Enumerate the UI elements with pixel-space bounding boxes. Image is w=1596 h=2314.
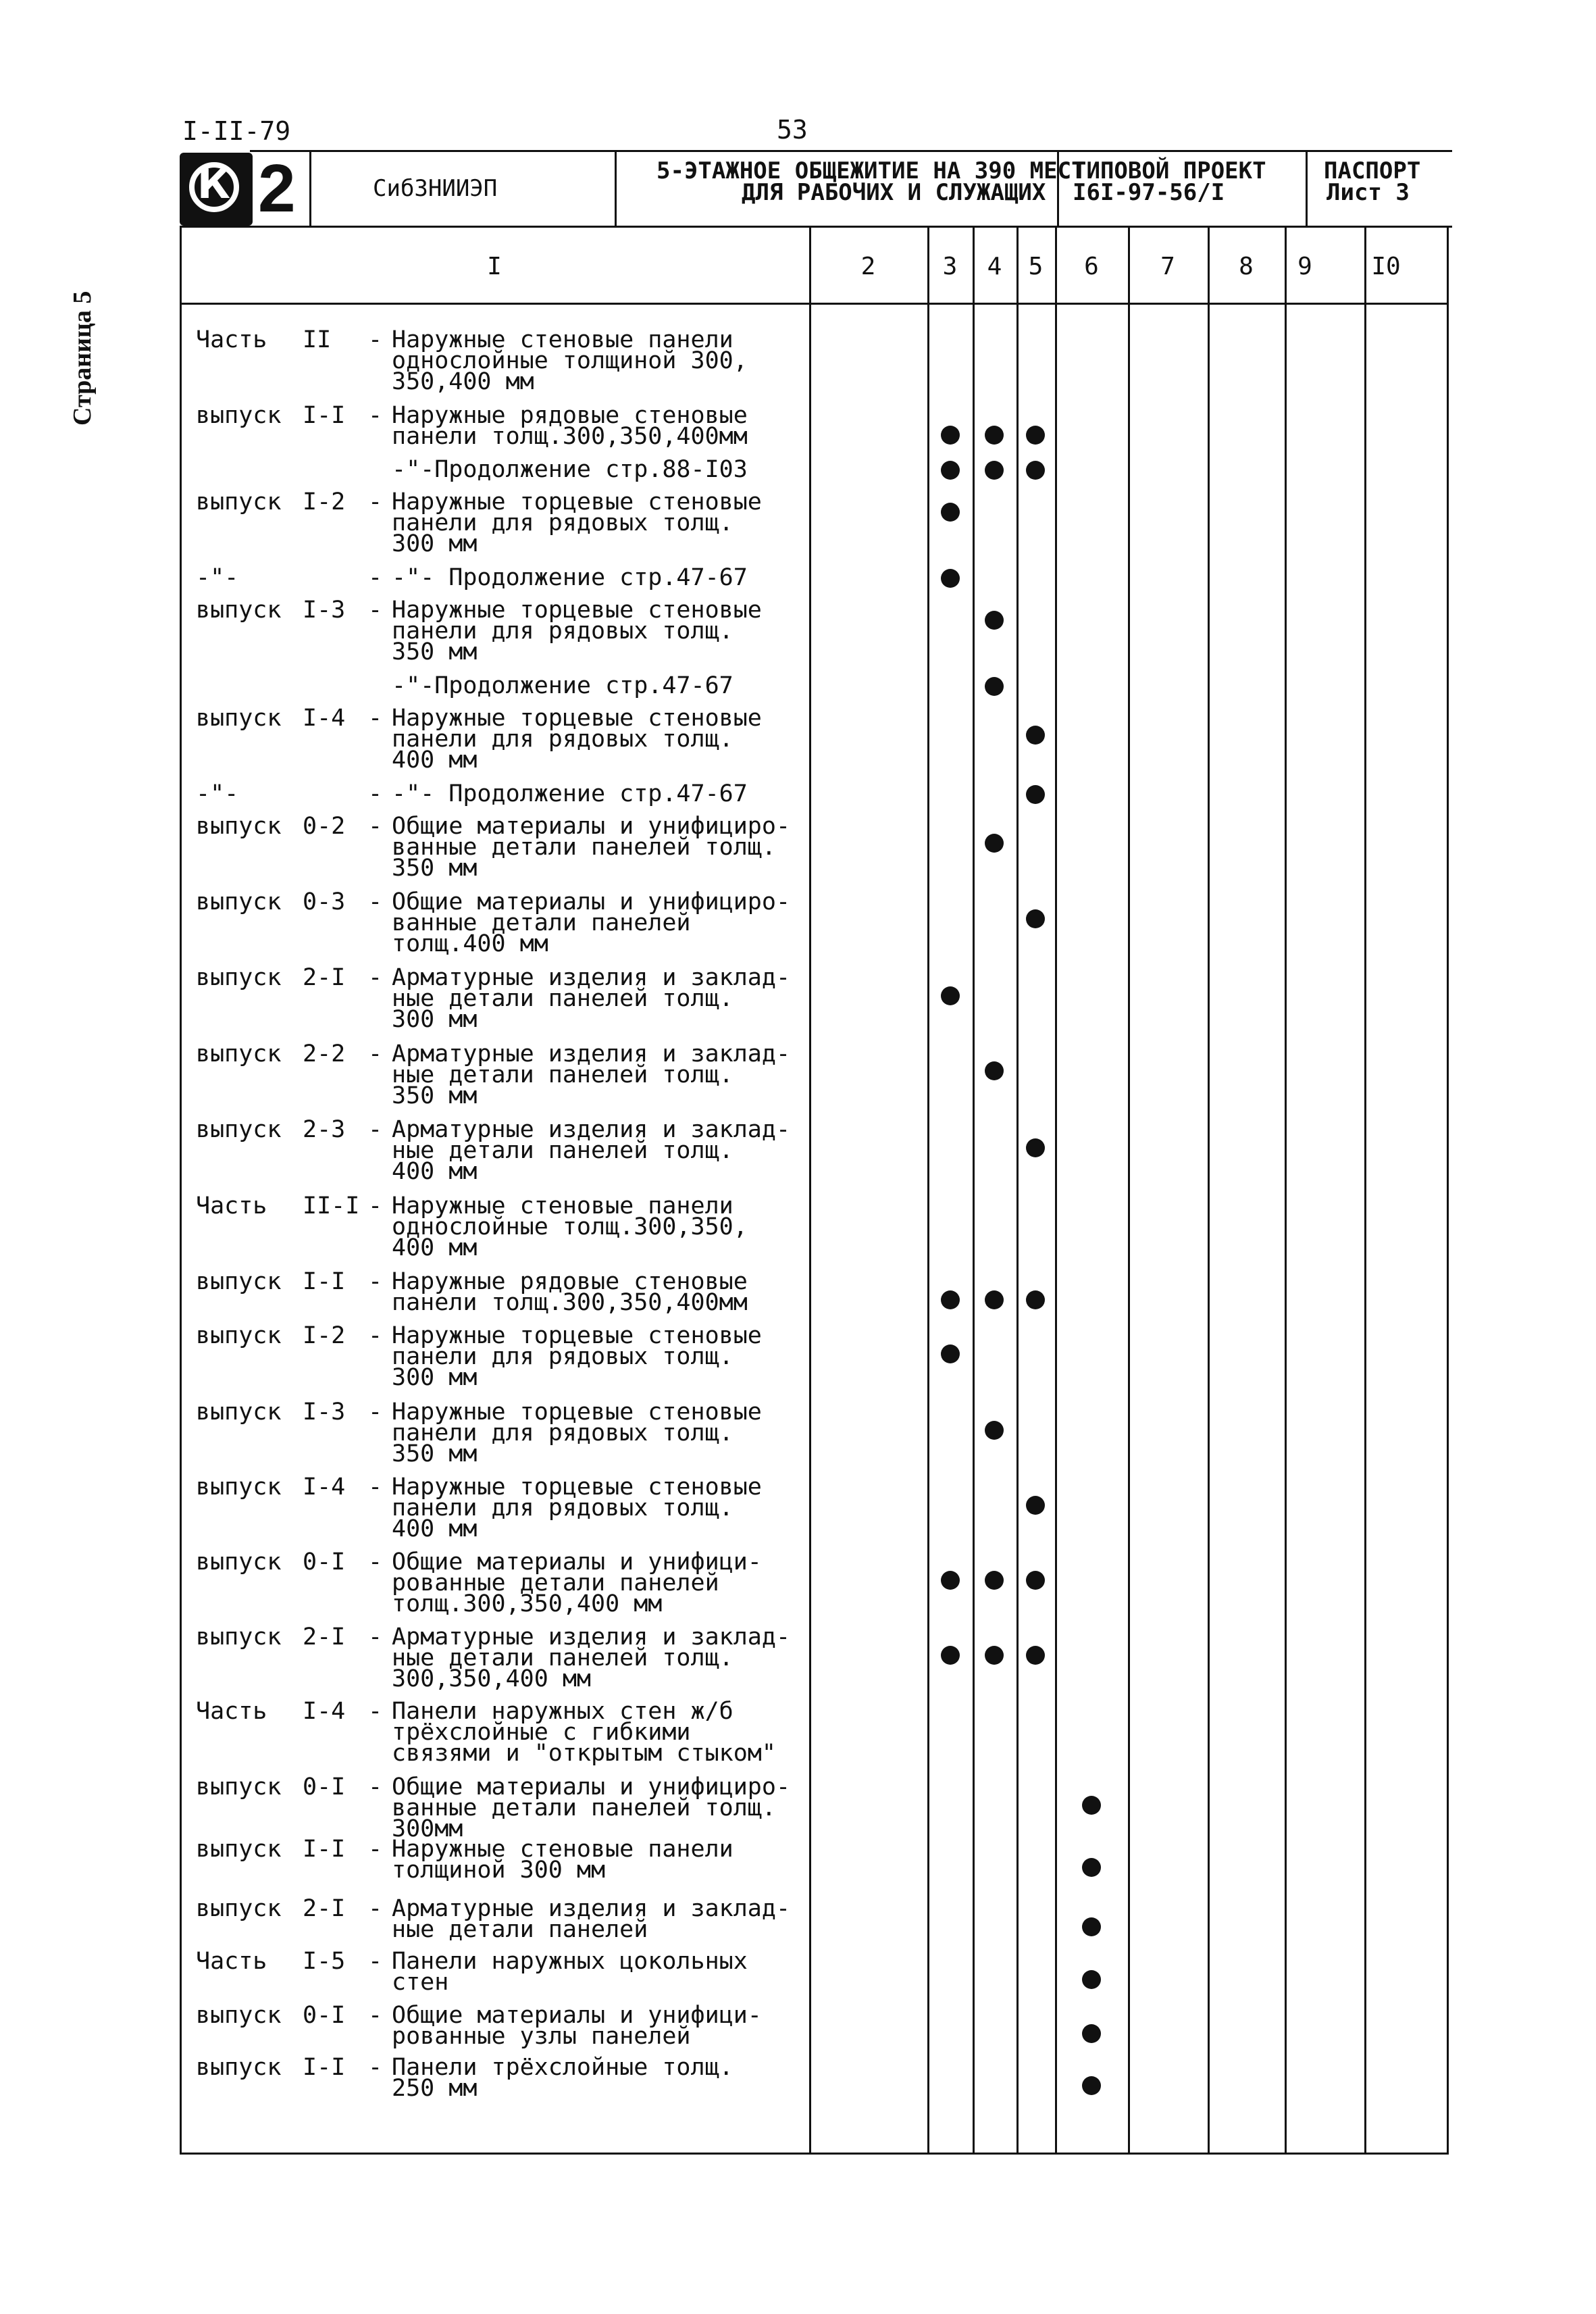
row-description: Наружные торцевые стеновые панели для рядовых толщ. 400 мм — [392, 1474, 762, 1542]
page-number: 53 — [777, 115, 808, 145]
row-description: -"-Продолжение стр.88-I03 — [392, 456, 748, 483]
mark-dot-col-5 — [1026, 785, 1045, 804]
mark-dot-col-4 — [985, 1290, 1004, 1309]
mark-dot-col-3 — [941, 461, 960, 480]
project-number: I6I-97-56/I — [1073, 179, 1225, 206]
row-description: Арматурные изделия и заклад- ные детали панелей толщ. 300,350,400 мм — [392, 1624, 791, 1692]
row-number: 2-3 — [303, 1116, 346, 1143]
row-dash: - — [368, 488, 383, 515]
mark-dot-col-4 — [985, 461, 1004, 480]
mark-dot-col-3 — [941, 986, 960, 1005]
row-number: II — [303, 326, 332, 353]
mark-dot-col-5 — [1026, 1290, 1045, 1309]
mark-dot-col-6 — [1082, 1970, 1101, 1989]
mark-dot-col-5 — [1026, 726, 1045, 745]
row-number: 0-I — [303, 1774, 346, 1801]
row-description: -"-Продолжение стр.47-67 — [392, 672, 733, 699]
row-kind: выпуск — [196, 1836, 282, 1863]
mark-dot-col-5 — [1026, 461, 1045, 480]
row-dash: - — [368, 1474, 383, 1501]
row-kind: выпуск — [196, 813, 282, 840]
row-number: I-2 — [303, 488, 346, 515]
row-description: -"- Продолжение стр.47-67 — [392, 780, 748, 807]
mark-dot-col-6 — [1082, 2076, 1101, 2095]
row-dash: - — [368, 1040, 383, 1067]
row-kind: Часть — [196, 1698, 267, 1725]
logo-number: 2 — [258, 151, 296, 226]
mark-dot-col-4 — [985, 611, 1004, 630]
row-kind: выпуск — [196, 1040, 282, 1067]
row-kind: выпуск — [196, 1116, 282, 1143]
row-description: -"- Продолжение стр.47-67 — [392, 564, 748, 591]
row-dash: - — [368, 705, 383, 732]
row-kind: Часть — [196, 326, 267, 353]
row-dash: - — [368, 402, 383, 429]
row-dash: - — [368, 1322, 383, 1349]
row-description: Общие материалы и унифициро- ванные детали панелей толщ. 350 мм — [392, 813, 791, 882]
row-kind: выпуск — [196, 1774, 282, 1801]
object-title-line2: ДЛЯ РАБОЧИХ И СЛУЖАЩИХ — [742, 179, 1046, 206]
row-dash: - — [368, 1116, 383, 1143]
organization-name: СибЗНИИЭП — [373, 175, 498, 202]
row-number: 2-I — [303, 1624, 346, 1651]
mark-dot-col-3 — [941, 1646, 960, 1665]
row-dash: - — [368, 2054, 383, 2081]
row-number: I-I — [303, 1268, 346, 1295]
row-description: Наружные торцевые стеновые панели для рядовых толщ. 350 мм — [392, 597, 762, 665]
mark-dot-col-5 — [1026, 909, 1045, 928]
row-description: Панели наружных стен ж/б трёхслойные с гибкими связями и "открытым стыком" — [392, 1698, 776, 1767]
row-dash: - — [368, 1268, 383, 1295]
row-kind: выпуск — [196, 1399, 282, 1426]
row-kind: выпуск — [196, 1474, 282, 1501]
row-description: Наружные рядовые стеновые панели толщ.300,350,400мм — [392, 402, 748, 450]
col-header-8: 8 — [1239, 253, 1254, 280]
row-description: Наружные стеновые панели однослойные толщиной 300, 350,400 мм — [392, 326, 748, 395]
row-kind: выпуск — [196, 888, 282, 915]
row-description: Панели наружных цокольных стен — [392, 1948, 748, 1996]
series-code: I-II-79 — [182, 116, 291, 146]
row-kind: -"- — [196, 780, 239, 807]
row-dash: - — [368, 1399, 383, 1426]
row-number: 2-I — [303, 1895, 346, 1922]
row-kind: выпуск — [196, 597, 282, 624]
row-dash: - — [368, 1895, 383, 1922]
row-description: Наружные стеновые панели однослойные толщ.300,350, 400 мм — [392, 1192, 748, 1261]
row-dash: - — [368, 1948, 383, 1975]
row-description: Наружные торцевые стеновые панели для рядовых толщ. 300 мм — [392, 1322, 762, 1391]
row-description: Наружные торцевые стеновые панели для рядовых толщ. 350 мм — [392, 1399, 762, 1467]
row-description: Общие материалы и унифици- рованные детали панелей толщ.300,350,400 мм — [392, 1549, 762, 1617]
logo-icon: К — [180, 153, 253, 226]
row-kind: Часть — [196, 1192, 267, 1219]
mark-dot-col-4 — [985, 677, 1004, 696]
row-number: I-2 — [303, 1322, 346, 1349]
row-kind: выпуск — [196, 1895, 282, 1922]
mark-dot-col-4 — [985, 1061, 1004, 1080]
row-dash: - — [368, 1774, 383, 1801]
mark-dot-col-3 — [941, 503, 960, 522]
mark-dot-col-5 — [1026, 426, 1045, 445]
row-description: Общие материалы и унифици- рованные узлы панелей — [392, 2002, 762, 2050]
mark-dot-col-6 — [1082, 1917, 1101, 1936]
row-dash: - — [368, 1549, 383, 1576]
col-header-4: 4 — [987, 253, 1002, 280]
mark-dot-col-6 — [1082, 2024, 1101, 2043]
row-description: Наружные торцевые стеновые панели для рядовых толщ. 300 мм — [392, 488, 762, 557]
mark-dot-col-5 — [1026, 1646, 1045, 1665]
row-kind: выпуск — [196, 1549, 282, 1576]
mark-dot-col-5 — [1026, 1496, 1045, 1515]
row-kind: -"- — [196, 564, 239, 591]
row-number: 2-2 — [303, 1040, 346, 1067]
row-number: I-4 — [303, 1698, 346, 1725]
row-description: Наружные рядовые стеновые панели толщ.300,350,400мм — [392, 1268, 748, 1316]
col-header-5: 5 — [1028, 253, 1044, 280]
col-header-2: 2 — [860, 253, 876, 280]
row-dash: - — [368, 780, 383, 807]
row-kind: выпуск — [196, 1624, 282, 1651]
mark-dot-col-3 — [941, 1290, 960, 1309]
row-dash: - — [368, 1836, 383, 1863]
row-number: I-4 — [303, 705, 346, 732]
row-kind: выпуск — [196, 402, 282, 429]
row-kind: выпуск — [196, 1322, 282, 1349]
page-label: Страница 5 — [68, 291, 97, 426]
mark-dot-col-4 — [985, 426, 1004, 445]
row-number: I-3 — [303, 1399, 346, 1426]
row-description: Общие материалы и унифициро- ванные детали панелей толщ. 300мм — [392, 1774, 791, 1842]
row-kind: выпуск — [196, 1268, 282, 1295]
row-dash: - — [368, 1624, 383, 1651]
row-dash: - — [368, 2002, 383, 2029]
col-header-3: 3 — [942, 253, 958, 280]
row-number: 0-I — [303, 1549, 346, 1576]
row-description: Общие материалы и унифициро- ванные детали панелей толщ.400 мм — [392, 888, 791, 957]
row-dash: - — [368, 1698, 383, 1725]
row-dash: - — [368, 1192, 383, 1219]
row-number: I-3 — [303, 597, 346, 624]
col-header-6: 6 — [1084, 253, 1099, 280]
col-header-10: I0 — [1371, 253, 1401, 280]
row-description: Арматурные изделия и заклад- ные детали панелей толщ. 300 мм — [392, 964, 791, 1033]
row-kind: выпуск — [196, 2002, 282, 2029]
mark-dot-col-6 — [1082, 1858, 1101, 1877]
row-number: II-I — [303, 1192, 360, 1219]
row-dash: - — [368, 597, 383, 624]
row-number: 0-2 — [303, 813, 346, 840]
row-dash: - — [368, 326, 383, 353]
mark-dot-col-3 — [941, 569, 960, 588]
doc-type: ПАСПОРТ — [1324, 157, 1421, 184]
row-description: Арматурные изделия и заклад- ные детали панелей толщ. 350 мм — [392, 1040, 791, 1109]
row-description: Арматурные изделия и заклад- ные детали панелей — [392, 1895, 791, 1943]
row-number: I-5 — [303, 1948, 346, 1975]
mark-dot-col-3 — [941, 1571, 960, 1590]
row-kind: выпуск — [196, 964, 282, 991]
row-dash: - — [368, 564, 383, 591]
row-description: Наружные стеновые панели толщиной 300 мм — [392, 1836, 733, 1884]
row-kind: выпуск — [196, 705, 282, 732]
mark-dot-col-4 — [985, 834, 1004, 853]
mark-dot-col-4 — [985, 1571, 1004, 1590]
row-number: I-I — [303, 2054, 346, 2081]
row-number: I-I — [303, 402, 346, 429]
object-title-line1: 5-ЭТАЖНОЕ ОБЩЕЖИТИЕ НА 390 МЕСТ — [657, 157, 1085, 184]
mark-dot-col-4 — [985, 1646, 1004, 1665]
row-kind: выпуск — [196, 2054, 282, 2081]
row-number: 0-3 — [303, 888, 346, 915]
row-description: Арматурные изделия и заклад- ные детали панелей толщ. 400 мм — [392, 1116, 791, 1185]
mark-dot-col-6 — [1082, 1796, 1101, 1815]
col-header-9: 9 — [1297, 253, 1312, 280]
col-header-7: 7 — [1160, 253, 1175, 280]
row-kind: Часть — [196, 1948, 267, 1975]
row-dash: - — [368, 813, 383, 840]
row-number: I-I — [303, 1836, 346, 1863]
row-description: Панели трёхслойные толщ. 250 мм — [392, 2054, 733, 2102]
mark-dot-col-3 — [941, 426, 960, 445]
mark-dot-col-5 — [1026, 1138, 1045, 1157]
row-description: Наружные торцевые стеновые панели для рядовых толщ. 400 мм — [392, 705, 762, 774]
row-number: 0-I — [303, 2002, 346, 2029]
row-number: 2-I — [303, 964, 346, 991]
mark-dot-col-5 — [1026, 1571, 1045, 1590]
row-dash: - — [368, 964, 383, 991]
row-dash: - — [368, 888, 383, 915]
mark-dot-col-4 — [985, 1421, 1004, 1440]
row-kind: выпуск — [196, 488, 282, 515]
project-type: ТИПОВОЙ ПРОЕКТ — [1073, 157, 1266, 184]
col-header-1: I — [487, 253, 502, 280]
mark-dot-col-3 — [941, 1344, 960, 1363]
row-number: I-4 — [303, 1474, 346, 1501]
sheet-number: Лист 3 — [1327, 179, 1410, 206]
